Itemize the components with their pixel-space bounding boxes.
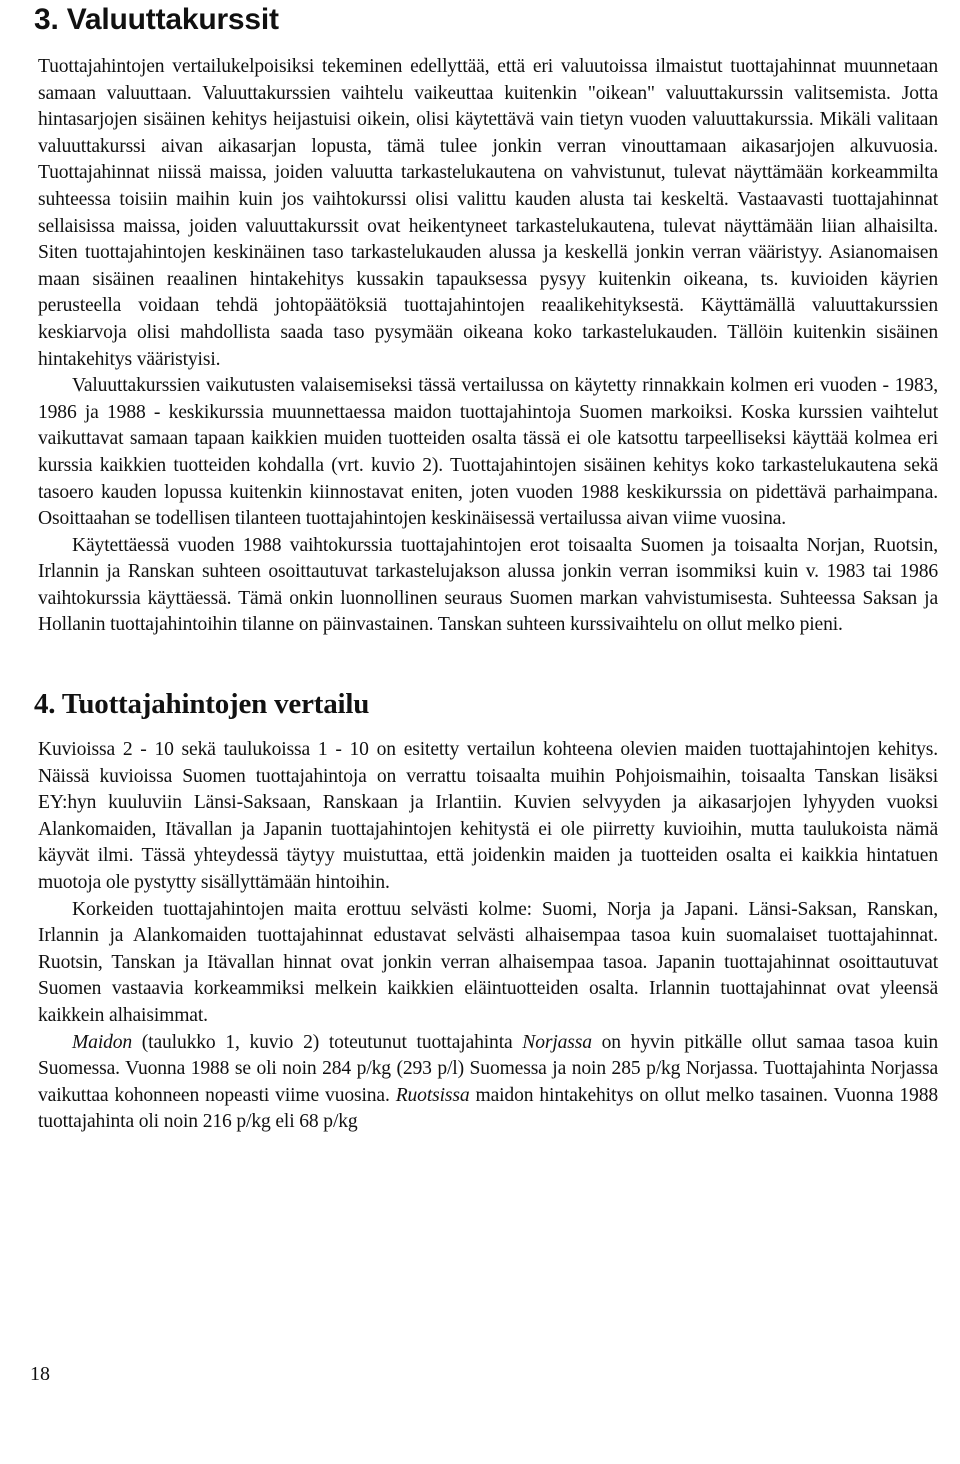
paragraph-4-2: Korkeiden tuottajahintojen maita erottuu selvästi kolme: Suomi, Norja ja Japani. Länsi-Saksan, Ranskan, Irlannin ja Alankomaiden tuottajahinnat edustavat selvästi alhaisempaa tasoa kuin suomalaiset tuottajahinnat. Ruotsin, Tanskan ja Itävallan hinnat ovat jonkin verran alhaisempaa tasoa. Japanin tuottajahinnat osoittautuvat Suomen vastaavia korkeammiksi melkein kaikkien eläintuotteiden osalta. Irlannin tuottajahinnat ovat yleensä kaikkein alhaisimmat. [38, 898, 938, 1026]
italic-maidon: Maidon [72, 1031, 133, 1053]
section-title-4: 4. Tuottajahintojen vertailu [34, 688, 370, 721]
paragraph-3-2: Valuuttakurssien vaikutusten valaisemiseksi tässä vertailussa on käytetty rinnakkain kolmen eri vuoden - 1983, 1986 ja 1988 - keskikurssia muunnettaessa maidon tuottajahintoja Suomen markoiksi. Koska kurssien vaihtelut vaikuttavat samaan tapaan kaikkien muiden tuotteiden osalta tässä ei ole katsottu tarpeelliseksi käyttää kolmea eri kurssia kaikkien tuotteiden kohdalla (vrt. kuvio 2). Tuottajahintojen sisäinen kehitys koko tarkastelukautena sekä tasoero kauden lopussa kuitenkin kiinnostavat eniten, joten vuoden 1988 keskikurssia on pidettävä parhaimpana. Osoittaahan se todellisen tilanteen tuottajahintojen keskinäisessä vertailussa aivan viime vuosina. [38, 375, 938, 530]
paragraph-4-1: Kuvioissa 2 - 10 sekä taulukoissa 1 - 10 on esitetty vertailun kohteena olevien maiden tuottajahintojen kehitys. Näissä kuvioissa Suomen tuottajahintoja on verrattu toisaalta muihin Pohjoismaihin, toisaalta Tanskan lisäksi EY:hyn kuuluviin Länsi-Saksaan, Ranskaan ja Irlantiin. Kuvien selvyyden ja aikasarjojen lyhyyden vuoksi Alankomaiden, Itävallan ja Japanin tuottajahintojen kehitystä ei ole piirretty kuvioihin, mutta taulukoista nämä käyvät ilmi. Tässä yhteydessä täytyy muistuttaa, että joidenkin maiden ja tuotteiden osalta ei kaikkia hintatuen muotoja ole pystytty sisällyttämään hintoihin. [38, 739, 938, 894]
section-valuuttakurssit [34, 0, 938, 639]
text-segment-3: maidon hintakehitys on ollut melko tasainen. Vuonna 1988 tuottajahinta oli noin 216 p/kg eli 68 p/kg [38, 1084, 938, 1133]
italic-norjassa: Norjassa [522, 1031, 592, 1053]
paragraph-3-3: Käytettäessä vuoden 1988 vaihtokurssia tuottajahintojen erot toisaalta Suomen ja toisaalta Norjan, Ruotsin, Irlannin ja Ranskan suhteen osoittautuvat tarkastelujakson alussa jonkin verran isommiksi kuin v. 1983 tai 1986 vaihtokurssia käyttäessä. Tämä onkin luonnollinen seuraus Suomen markan vahvistumisesta. Suhteessa Saksan ja Hollanin tuottajahintoihin tilanne on päinvastainen. Tanskan suhteen kurssivaihtelu on ollut melko pieni. [38, 534, 938, 636]
paragraph-4-3 [38, 1030, 938, 1136]
page-number: 18 [30, 1363, 50, 1385]
section-tuottajahintojen-vertailu [34, 687, 938, 1136]
text-segment-2: on hyvin pitkälle ollut samaa tasoa kuin Suomessa. Vuonna 1988 se oli noin 284 p/kg (293 p/l) Suomessa ja noin 285 p/kg Norjassa. Tuottajahinta Norjassa vaikuttaa kohonneen nopeasti viime vuosina. [38, 1031, 938, 1106]
paragraph-3-1: Tuottajahintojen vertailukelpoisiksi tekeminen edellyttää, että eri valuutoissa ilmaistut tuottajahinnat muunnetaan samaan valuuttaan. Valuuttakurssien vaihtelu vaikeuttaa kuitenkin "oikean" valuuttakurssin valitsemista. Jotta hintasarjojen sisäinen kehitys heijastuisi oikein, olisi käytettävä vain tietyn vuoden valuuttakurssia. Mikäli valitaan valuuttakurssi aivan aikasarjan lopusta, tämä tulee jonkin verran vinouttamaan aikasarjojen alkuvuosia. Tuottajahinnat niissä maissa, joiden valuutta tarkastelukautena on vahvistunut, tulevat näyttämään korkeammilta suhteessa toisiin maihin kuin jos vaihtokurssi olisi valittu kauden alusta tai keskeltä. Vastaavasti tuottajahinnat sellaisissa maissa, joiden valuuttakurssit ovat heikentyneet tarkastelukautena, tulevat näyttämään liian alhaisilta. Siten tuottajahintojen keskinäinen taso tarkastelukauden alussa ja keskellä jonkin verran vääristyy. Asianomaisen maan sisäinen reaalinen hintakehitys kussakin tapauksessa pysyy kuitenkin oikeana, ts. kuvioiden käyrien perusteella voidaan tehdä johtopäätöksiä tuottajahintojen reaalikehityksestä. Käyttämällä valuuttakurssien keskiarvoja olisi mahdollista saada taso pysymään oikeana koko tarkastelukauden. Tällöin kuitenkin sisäinen hintakehitys vääristyisi. [38, 56, 938, 370]
section-title-3: 3. Valuuttakurssit [34, 3, 279, 36]
italic-ruotsissa: Ruotsissa [395, 1084, 470, 1106]
text-segment-1: (taulukko 1, kuvio 2) toteutunut tuottajahinta [132, 1031, 523, 1053]
